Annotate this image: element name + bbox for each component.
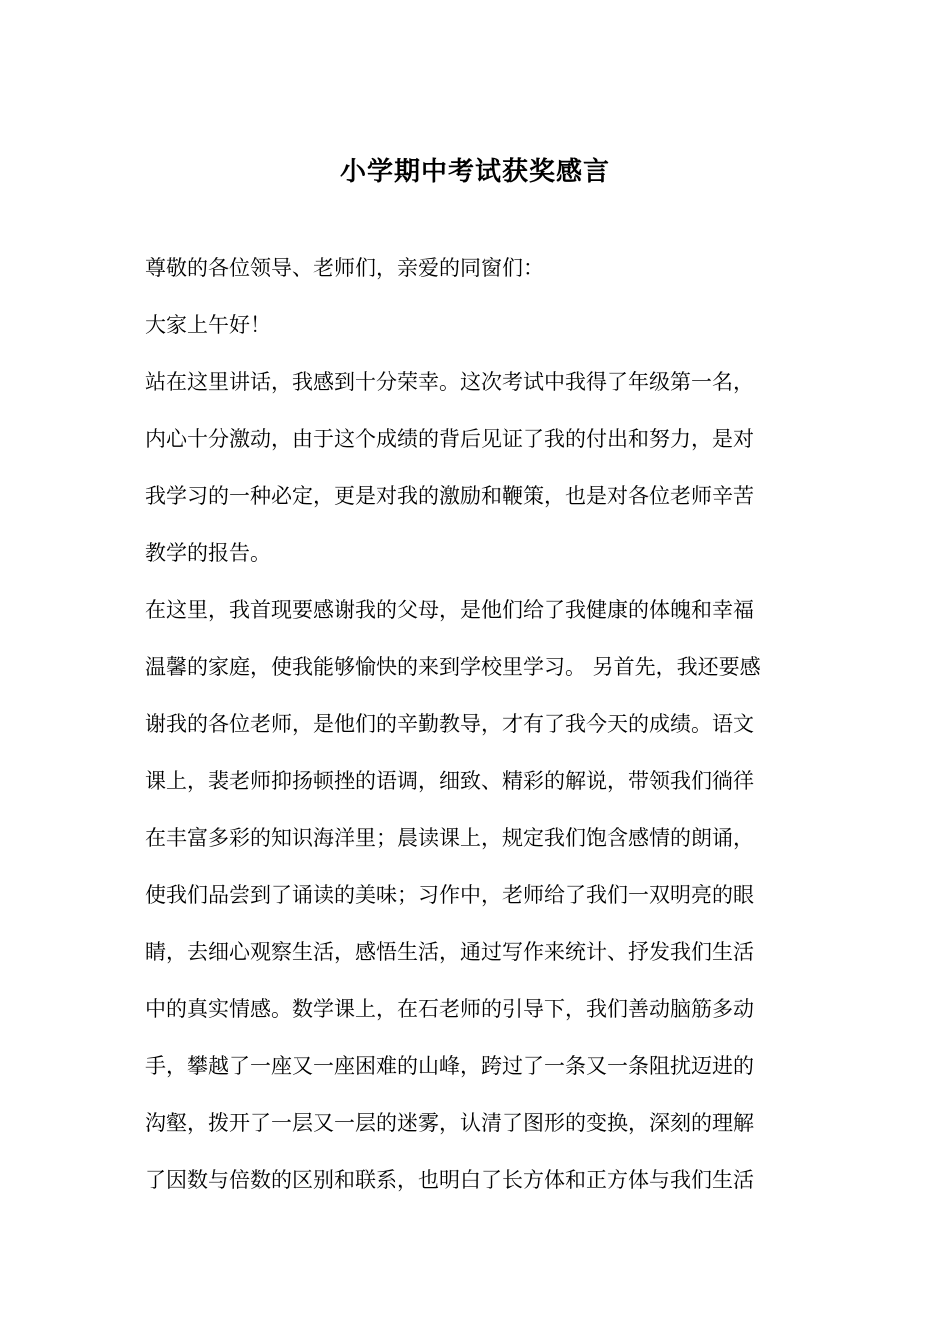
text-line: 温馨的家庭，使我能够愉快的来到学校里学习。 另首先，我还要感 bbox=[145, 655, 761, 679]
text-line: 手，攀越了一座又一座困难的山峰，跨过了一条又一条阻扰迈进的 bbox=[145, 1054, 754, 1078]
text-line: 沟壑，拨开了一层又一层的迷雾，认清了图形的变换，深刻的理解 bbox=[145, 1111, 754, 1135]
text-line: 谢我的各位老师，是他们的辛勤教导，才有了我今天的成绩。语文 bbox=[145, 712, 754, 736]
document-title: 小学期中考试获奖感言 bbox=[339, 157, 610, 187]
text-line: 教学的报告。 bbox=[145, 541, 271, 565]
text-line: 内心十分激动，由于这个成绩的背后见证了我的付出和努力，是对 bbox=[145, 427, 754, 451]
text-line: 课上，裴老师抑扬顿挫的语调，细致、精彩的解说，带领我们徜徉 bbox=[145, 769, 754, 793]
text-line: 站在这里讲话，我感到十分荣幸。这次考试中我得了年级第一名， bbox=[145, 370, 754, 394]
text-line: 在丰富多彩的知识海洋里；晨读课上，规定我们饱含感情的朗诵， bbox=[145, 826, 754, 850]
text-line: 中的真实情感。数学课上，在石老师的引导下，我们善动脑筋多动 bbox=[145, 997, 754, 1021]
text-line: 了因数与倍数的区别和联系，也明白了长方体和正方体与我们生活 bbox=[145, 1168, 754, 1192]
text-line: 在这里，我首现要感谢我的父母，是他们给了我健康的体魄和幸福 bbox=[145, 598, 754, 622]
text-line: 我学习的一种必定，更是对我的激励和鞭策，也是对各位老师辛苦 bbox=[145, 484, 754, 508]
text-line: 大家上午好！ bbox=[145, 313, 271, 337]
text-line: 尊敬的各位领导、老师们，亲爱的同窗们： bbox=[145, 256, 544, 280]
text-line: 睛，去细心观察生活，感悟生活，通过写作来统计、抒发我们生活 bbox=[145, 940, 754, 964]
text-line: 使我们品尝到了诵读的美味；习作中，老师给了我们一双明亮的眼 bbox=[145, 883, 754, 907]
